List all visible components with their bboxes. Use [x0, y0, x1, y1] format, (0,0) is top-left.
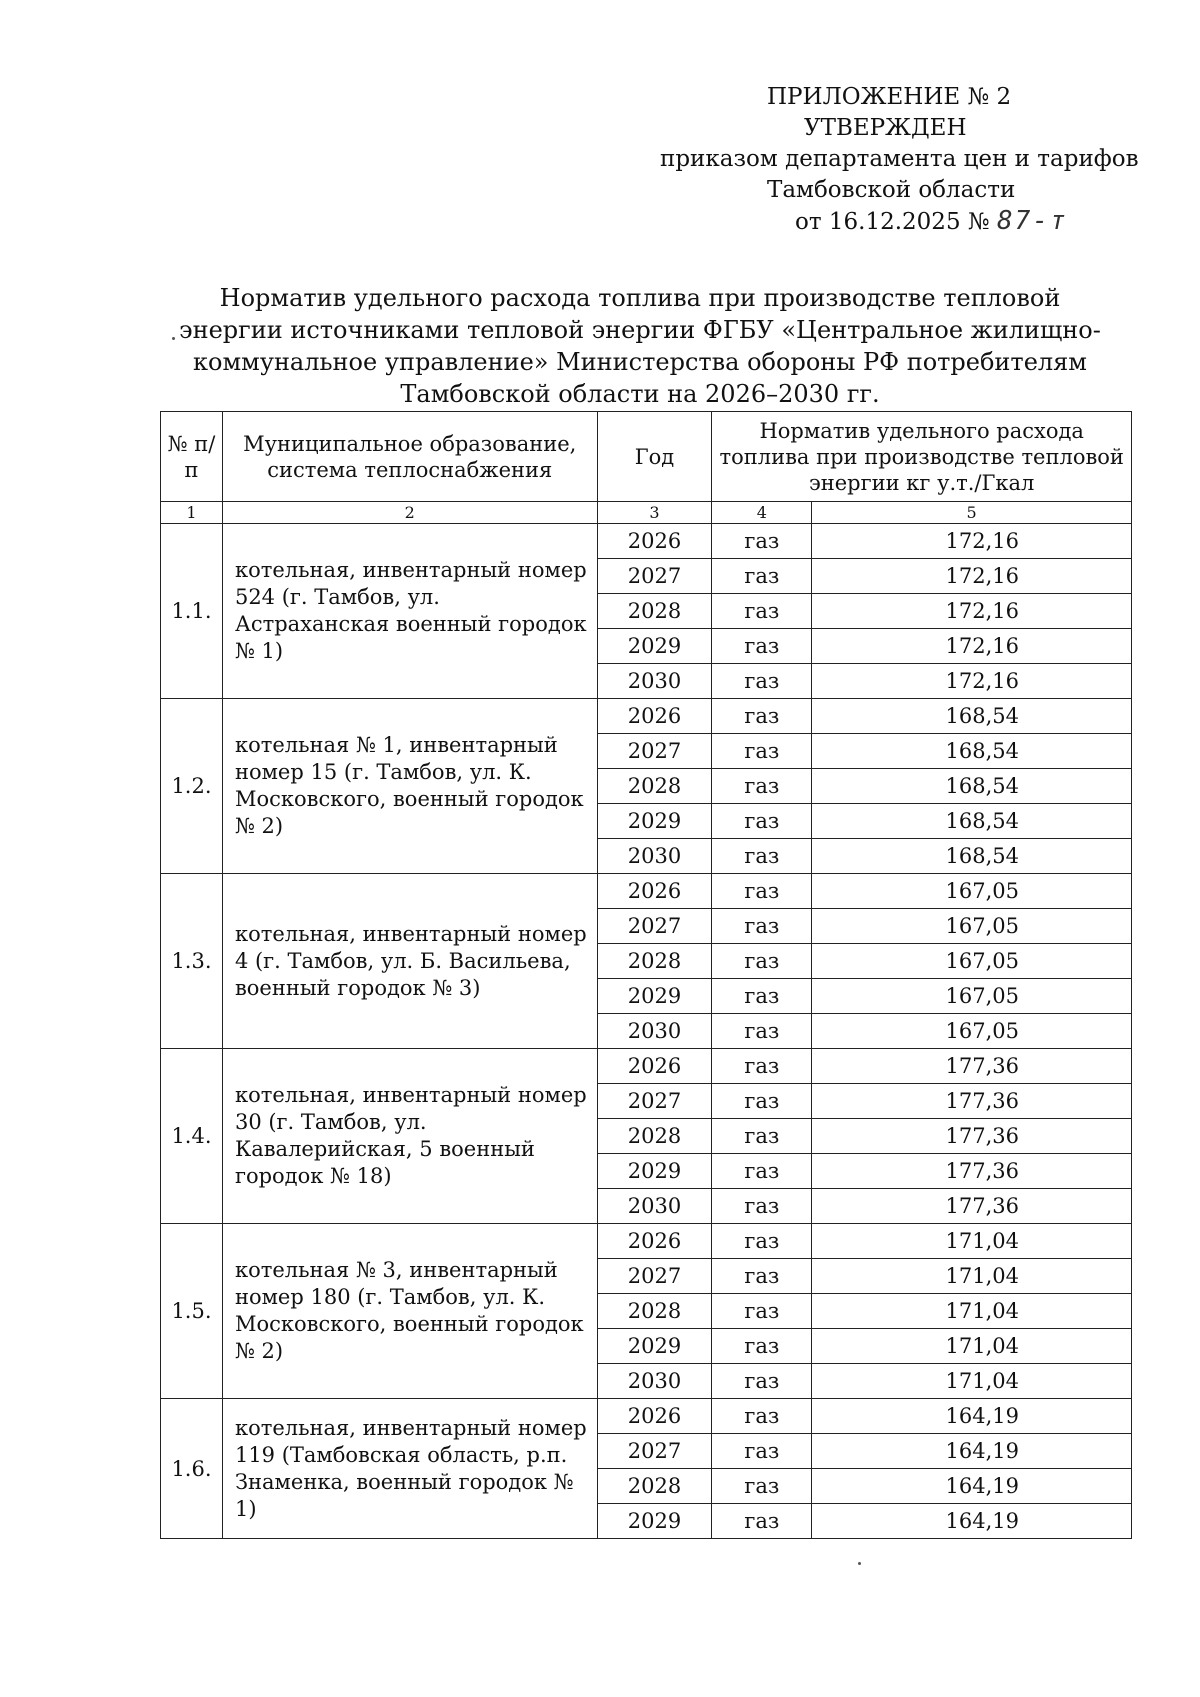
fuel-cell: газ [712, 1084, 812, 1119]
norm-value-cell: 168,54 [812, 699, 1132, 734]
approval-block [660, 82, 1139, 238]
fuel-cell: газ [712, 804, 812, 839]
norm-value-cell: 164,19 [812, 1504, 1132, 1539]
fuel-cell: газ [712, 1224, 812, 1259]
table-row [161, 524, 1132, 559]
column-number: 4 [712, 502, 812, 524]
table-row [161, 1049, 1132, 1084]
table-row [161, 874, 1132, 909]
heat-system-name: котельная, инвентарный номер 119 (Тамбовская область, р.п. Знаменка, военный городок № 1) [222, 1399, 597, 1539]
heat-system-name: котельная, инвентарный номер 30 (г. Тамбов, ул. Кавалерийская, 5 военный городок № 18) [222, 1049, 597, 1224]
norm-value-cell: 164,19 [812, 1469, 1132, 1504]
fuel-cell: газ [712, 1329, 812, 1364]
norm-value-cell: 171,04 [812, 1224, 1132, 1259]
column-number-row [161, 502, 1132, 524]
header-system: Муниципальное образование, система теплоснабжения [222, 412, 597, 502]
document-title: Норматив удельного расхода топлива при производстве тепловой энергии источниками тепловой энергии ФГБУ «Центральное жилищно-коммунальное управление» Министерства обороны РФ потребителям Тамбовской области на 2026–2030 гг. [179, 284, 1101, 408]
norm-value-cell: 172,16 [812, 629, 1132, 664]
scan-speck [172, 337, 175, 340]
year-cell: 2029 [597, 1154, 712, 1189]
order-date-prefix: от 16.12.2025 № [795, 209, 990, 235]
norm-table [160, 411, 1132, 1539]
appendix-label: ПРИЛОЖЕНИЕ № 2 [767, 84, 1012, 110]
year-cell: 2028 [597, 1469, 712, 1504]
year-cell: 2026 [597, 874, 712, 909]
year-cell: 2030 [597, 1189, 712, 1224]
fuel-cell: газ [712, 1189, 812, 1224]
fuel-cell: газ [712, 909, 812, 944]
norm-value-cell: 177,36 [812, 1084, 1132, 1119]
year-cell: 2028 [597, 1119, 712, 1154]
norm-value-cell: 171,04 [812, 1259, 1132, 1294]
region-line: Тамбовской области [767, 177, 1016, 203]
fuel-cell: газ [712, 1469, 812, 1504]
heat-system-name: котельная № 3, инвентарный номер 180 (г. Тамбов, ул. К. Московского, военный городок № 2) [222, 1224, 597, 1399]
table-header-row [161, 412, 1132, 502]
fuel-cell: газ [712, 874, 812, 909]
year-cell: 2026 [597, 1049, 712, 1084]
heat-system-name: котельная, инвентарный номер 524 (г. Тамбов, ул. Астраханская военный городок № 1) [222, 524, 597, 699]
norm-value-cell: 167,05 [812, 874, 1132, 909]
norm-value-cell: 177,36 [812, 1154, 1132, 1189]
year-cell: 2026 [597, 1224, 712, 1259]
year-cell: 2027 [597, 1084, 712, 1119]
header-year: Год [597, 412, 712, 502]
column-number: 5 [812, 502, 1132, 524]
norm-value-cell: 167,05 [812, 944, 1132, 979]
header-number: № п/п [161, 412, 223, 502]
fuel-cell: газ [712, 979, 812, 1014]
fuel-cell: газ [712, 1154, 812, 1189]
fuel-cell: газ [712, 1119, 812, 1154]
fuel-cell: газ [712, 524, 812, 559]
fuel-cell: газ [712, 559, 812, 594]
year-cell: 2029 [597, 804, 712, 839]
norm-value-cell: 172,16 [812, 524, 1132, 559]
year-cell: 2026 [597, 524, 712, 559]
row-number: 1.6. [161, 1399, 223, 1539]
year-cell: 2028 [597, 594, 712, 629]
order-date-line [660, 206, 1130, 238]
fuel-cell: газ [712, 594, 812, 629]
row-number: 1.2. [161, 699, 223, 874]
year-cell: 2027 [597, 734, 712, 769]
year-cell: 2028 [597, 769, 712, 804]
fuel-cell: газ [712, 1259, 812, 1294]
norm-value-cell: 167,05 [812, 979, 1132, 1014]
norm-value-cell: 172,16 [812, 664, 1132, 699]
norm-value-cell: 167,05 [812, 909, 1132, 944]
fuel-cell: газ [712, 1049, 812, 1084]
norm-value-cell: 171,04 [812, 1294, 1132, 1329]
year-cell: 2030 [597, 1014, 712, 1049]
approved-by-line: приказом департамента цен и тарифов [660, 146, 1139, 172]
norm-value-cell: 167,05 [812, 1014, 1132, 1049]
norm-value-cell: 168,54 [812, 804, 1132, 839]
scan-speck [858, 1562, 861, 1565]
norm-value-cell: 168,54 [812, 839, 1132, 874]
year-cell: 2028 [597, 944, 712, 979]
norm-value-cell: 177,36 [812, 1049, 1132, 1084]
year-cell: 2029 [597, 979, 712, 1014]
norm-value-cell: 168,54 [812, 769, 1132, 804]
row-number: 1.3. [161, 874, 223, 1049]
table-body [161, 524, 1132, 1539]
year-cell: 2027 [597, 559, 712, 594]
norm-value-cell: 177,36 [812, 1119, 1132, 1154]
year-cell: 2029 [597, 1504, 712, 1539]
fuel-cell: газ [712, 734, 812, 769]
fuel-cell: газ [712, 1399, 812, 1434]
handwritten-order-number: 87-т [996, 206, 1068, 236]
norm-value-cell: 171,04 [812, 1329, 1132, 1364]
table-row [161, 1399, 1132, 1434]
year-cell: 2030 [597, 664, 712, 699]
fuel-cell: газ [712, 944, 812, 979]
table-row [161, 699, 1132, 734]
heat-system-name: котельная, инвентарный номер 4 (г. Тамбов, ул. Б. Васильева, военный городок № 3) [222, 874, 597, 1049]
column-number: 2 [222, 502, 597, 524]
year-cell: 2028 [597, 1294, 712, 1329]
approved-label: УТВЕРЖДЕН [804, 115, 967, 141]
norm-value-cell: 171,04 [812, 1364, 1132, 1399]
year-cell: 2029 [597, 1329, 712, 1364]
year-cell: 2027 [597, 1259, 712, 1294]
fuel-cell: газ [712, 769, 812, 804]
year-cell: 2027 [597, 909, 712, 944]
row-number: 1.1. [161, 524, 223, 699]
norm-value-cell: 168,54 [812, 734, 1132, 769]
fuel-cell: газ [712, 839, 812, 874]
year-cell: 2030 [597, 1364, 712, 1399]
heat-system-name: котельная № 1, инвентарный номер 15 (г. Тамбов, ул. К. Московского, военный городок № 2) [222, 699, 597, 874]
fuel-cell: газ [712, 1434, 812, 1469]
row-number: 1.4. [161, 1049, 223, 1224]
norm-value-cell: 172,16 [812, 594, 1132, 629]
row-number: 1.5. [161, 1224, 223, 1399]
norm-value-cell: 164,19 [812, 1434, 1132, 1469]
fuel-cell: газ [712, 629, 812, 664]
fuel-cell: газ [712, 1014, 812, 1049]
table-row [161, 1224, 1132, 1259]
norm-value-cell: 164,19 [812, 1399, 1132, 1434]
fuel-cell: газ [712, 1364, 812, 1399]
fuel-cell: газ [712, 1294, 812, 1329]
header-norm: Норматив удельного расхода топлива при производстве тепловой энергии кг у.т./Гкал [712, 412, 1132, 502]
norm-value-cell: 172,16 [812, 559, 1132, 594]
year-cell: 2029 [597, 629, 712, 664]
year-cell: 2026 [597, 1399, 712, 1434]
year-cell: 2030 [597, 839, 712, 874]
column-number: 1 [161, 502, 223, 524]
fuel-cell: газ [712, 664, 812, 699]
column-number: 3 [597, 502, 712, 524]
fuel-cell: газ [712, 699, 812, 734]
year-cell: 2026 [597, 699, 712, 734]
norm-value-cell: 177,36 [812, 1189, 1132, 1224]
year-cell: 2027 [597, 1434, 712, 1469]
fuel-cell: газ [712, 1504, 812, 1539]
